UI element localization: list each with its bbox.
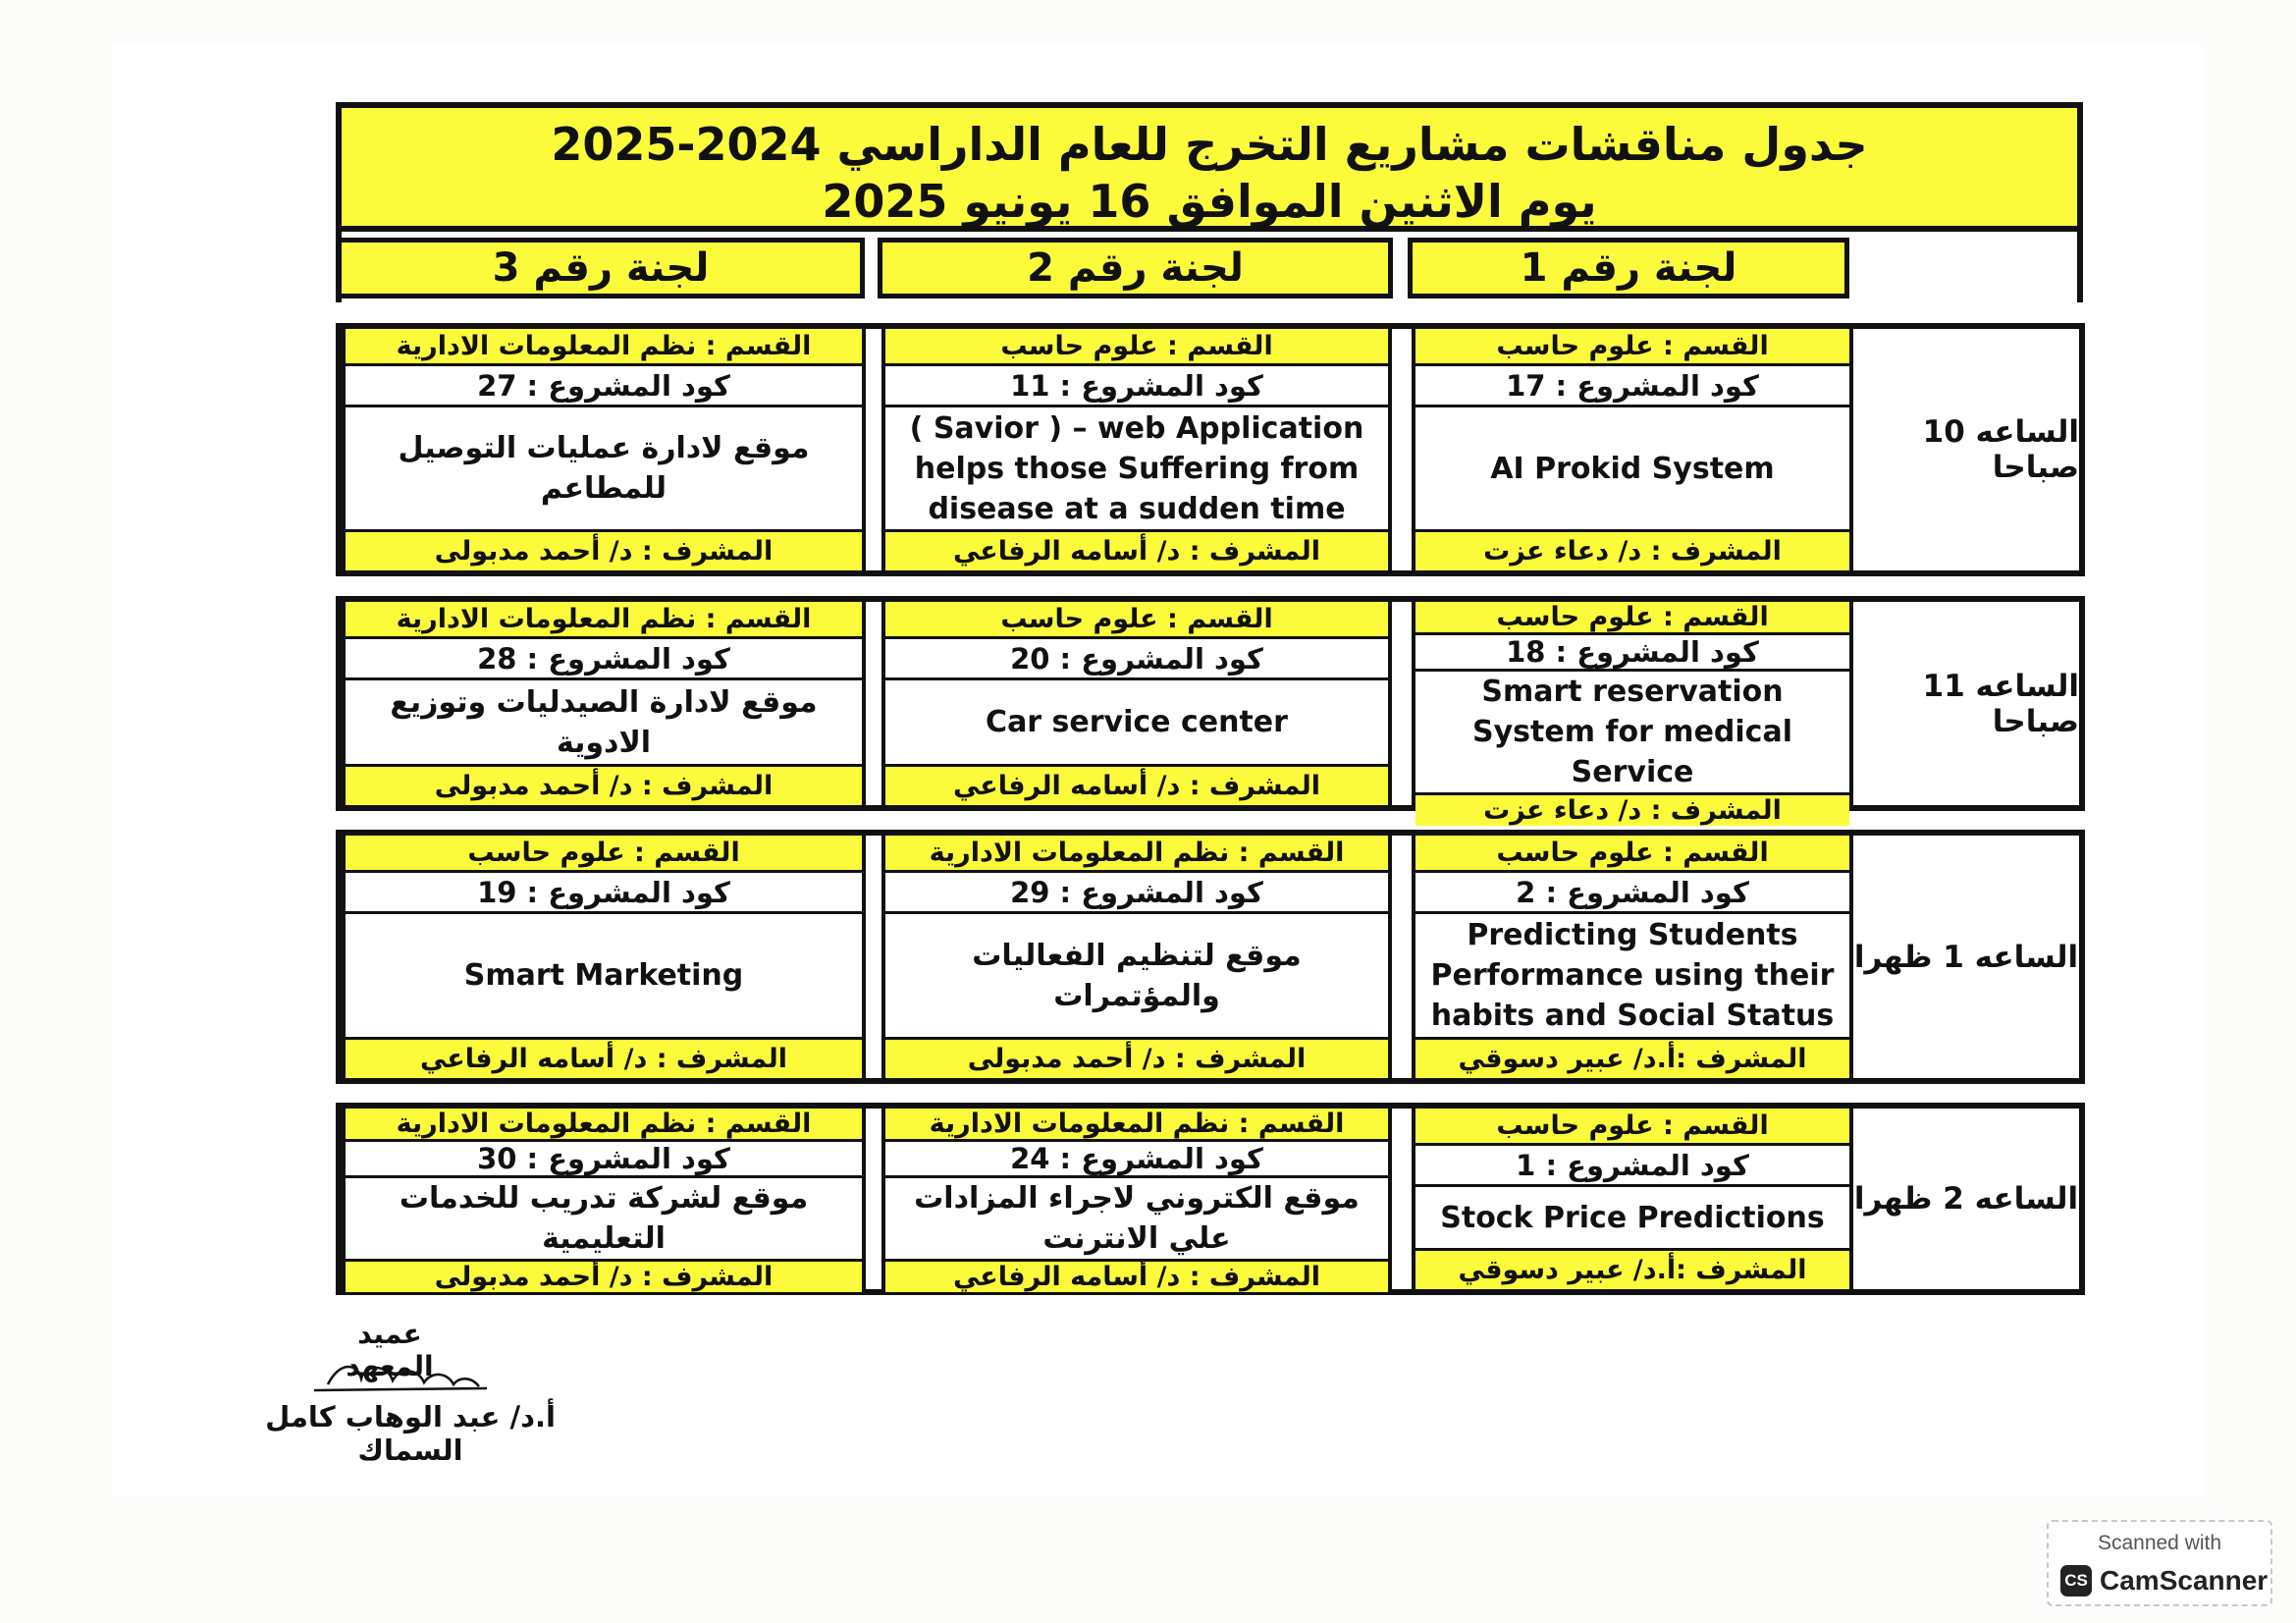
committee-1-project (1412, 602, 1853, 826)
project-code: كود المشروع : 27 (346, 366, 862, 407)
project-title: موقع الكتروني لاجراء المزادات علي الانترنت (914, 1181, 1360, 1256)
supervisor-label: المشرف : د/ أحمد مدبولى (885, 1037, 1388, 1078)
dean-title: عميد المعهد (346, 1318, 434, 1382)
supervisor-label: المشرف : د/ أسامه الرفاعي (885, 764, 1388, 805)
project-code: كود المشروع : 29 (885, 873, 1388, 914)
project-title: AI Prokid System (1490, 451, 1775, 486)
department-label: القسم : نظم المعلومات الادارية (346, 329, 862, 366)
supervisor-label: المشرف : د/ دعاء عزت (1415, 792, 1849, 826)
committee-header-row (336, 232, 2083, 302)
department-label: القسم : علوم حاسب (1415, 329, 1849, 366)
project-title: موقع لشركة تدريب للخدمات التعليمية (399, 1181, 809, 1256)
time-slot-label: الساعه 2 ظهرا (1849, 1109, 2079, 1289)
committee-2-label: لجنة رقم 2 (878, 238, 1393, 298)
project-code: كود المشروع : 30 (346, 1142, 862, 1178)
department-label: القسم : علوم حاسب (1415, 836, 1849, 873)
project-code: كود المشروع : 18 (1415, 635, 1849, 672)
supervisor-label: المشرف : د/ دعاء عزت (1415, 529, 1849, 570)
supervisor-label: المشرف : د/ أسامه الرفاعي (885, 1259, 1388, 1292)
project-title: ( Savior ) – web Application helps those Suffering from disease at a sudden time (909, 410, 1364, 526)
department-label: القسم : نظم المعلومات الادارية (885, 1109, 1388, 1142)
page-title: جدول مناقشات مشاريع التخرج للعام الداراسي 2024-2025 (551, 118, 1868, 171)
project-title: موقع لادارة عمليات التوصيل للمطاعم (398, 431, 810, 506)
supervisor-label: المشرف :أ.د/ عبير دسوقي (1415, 1037, 1849, 1078)
committee-3-label: لجنة رقم 3 (337, 238, 865, 298)
department-label: القسم : نظم المعلومات الادارية (346, 602, 862, 639)
committee-3-project (342, 836, 866, 1078)
camscanner-logo-icon: CS (2060, 1565, 2092, 1596)
department-label: القسم : علوم حاسب (885, 329, 1388, 366)
project-code: كود المشروع : 28 (346, 639, 862, 680)
time-slot-label: الساعه 1 ظهرا (1849, 836, 2079, 1078)
committee-3-project (342, 602, 866, 805)
supervisor-label: المشرف : د/ أحمد مدبولى (346, 764, 862, 805)
project-title: Car service center (986, 705, 1288, 739)
committee-2-project (881, 1109, 1392, 1292)
camscanner-badge (2047, 1520, 2272, 1606)
department-label: القسم : علوم حاسب (346, 836, 862, 873)
time-slot-label: الساعه 10 صباحا (1849, 329, 2079, 570)
department-label: القسم : علوم حاسب (1415, 1109, 1849, 1146)
project-code: كود المشروع : 2 (1415, 873, 1849, 914)
project-title: موقع لادارة الصيدليات وتوزيع الادوية (390, 684, 818, 760)
committee-1-project (1412, 1109, 1853, 1289)
project-code: كود المشروع : 1 (1415, 1146, 1849, 1187)
department-label: القسم : علوم حاسب (885, 602, 1388, 639)
time-slot-1pm (336, 830, 2085, 1084)
supervisor-label: المشرف : د/ أسامه الرفاعي (885, 529, 1388, 570)
schedule-header (336, 102, 2083, 232)
time-slot-11am (336, 596, 2085, 826)
project-code: كود المشروع : 19 (346, 873, 862, 914)
committee-1-label: لجنة رقم 1 (1408, 238, 1849, 298)
dean-name: أ.د/ عبد الوهاب كامل السماك (265, 1400, 556, 1467)
project-code: كود المشروع : 17 (1415, 366, 1849, 407)
committee-1-project (1412, 329, 1853, 570)
committee-3-project (342, 329, 866, 570)
committee-2-project (881, 329, 1392, 570)
committee-2-project (881, 836, 1392, 1078)
time-slot-label: الساعه 11 صباحا (1849, 602, 2079, 805)
project-title: Smart reservation System for medical Service (1472, 675, 1792, 789)
supervisor-label: المشرف : د/ أحمد مدبولى (346, 529, 862, 570)
department-label: القسم : نظم المعلومات الادارية (885, 836, 1388, 873)
committee-1-project (1412, 836, 1853, 1078)
committee-2-project (881, 602, 1392, 805)
department-label: القسم : نظم المعلومات الادارية (346, 1109, 862, 1142)
department-label: القسم : علوم حاسب (1415, 602, 1849, 635)
project-code: كود المشروع : 24 (885, 1142, 1388, 1178)
scanner-brand: CamScanner (2100, 1565, 2269, 1596)
project-title: Smart Marketing (463, 958, 744, 993)
page-date: يوم الاثنين الموافق 16 يونيو 2025 (822, 175, 1597, 228)
time-slot-10am (336, 323, 2085, 576)
dean-signature (310, 1355, 492, 1396)
project-title: Stock Price Predictions (1440, 1200, 1825, 1235)
scanner-caption: Scanned with (2097, 1532, 2222, 1554)
project-code: كود المشروع : 11 (885, 366, 1388, 407)
supervisor-label: المشرف : د/ أحمد مدبولى (346, 1259, 862, 1292)
project-title: Predicting Students Performance using their habits and Social Status (1430, 918, 1835, 1033)
project-code: كود المشروع : 20 (885, 639, 1388, 680)
project-title: موقع لتنظيم الفعاليات والمؤتمرات (972, 938, 1302, 1013)
supervisor-label: المشرف : د/ أسامه الرفاعي (346, 1037, 862, 1078)
supervisor-label: المشرف :أ.د/ عبير دسوقي (1415, 1248, 1849, 1289)
committee-3-project (342, 1109, 866, 1292)
time-slot-2pm (336, 1103, 2085, 1295)
